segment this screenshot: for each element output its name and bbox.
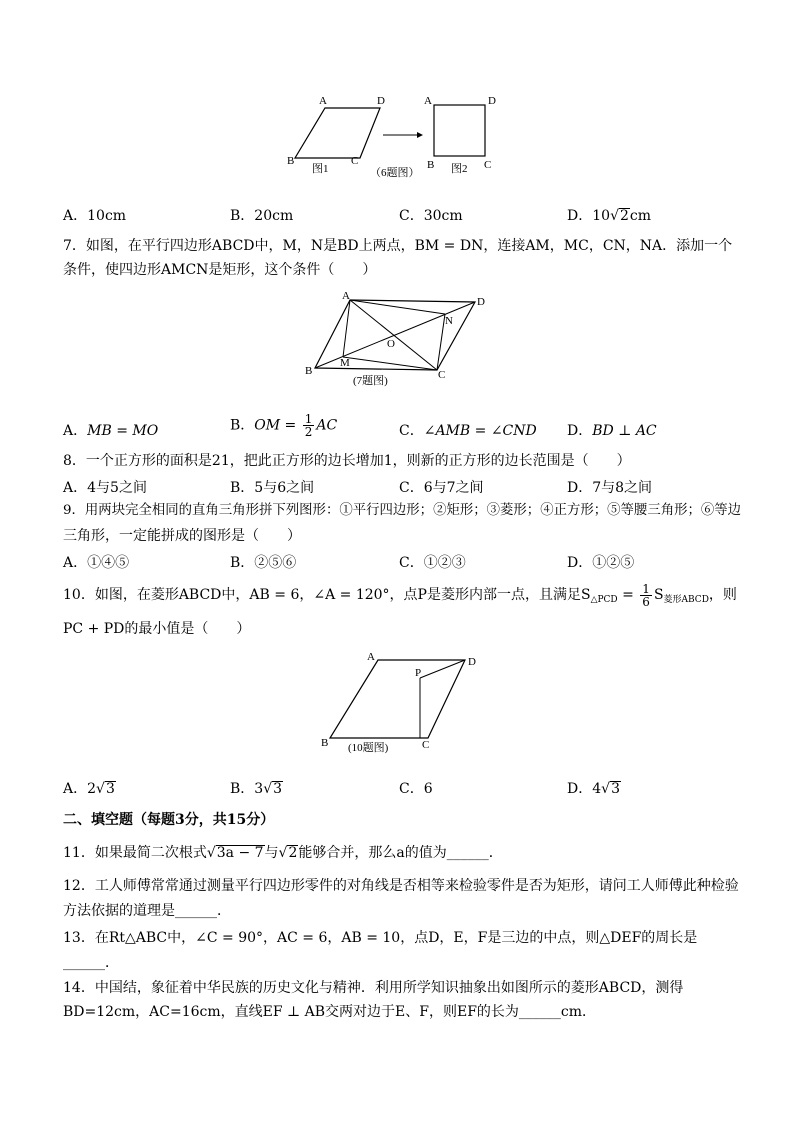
option-b: B．OM = $\frac{1}{2}$ AC xyxy=(230,412,338,439)
label-d: D xyxy=(468,656,476,668)
label-c: C xyxy=(351,155,359,167)
label-b: B xyxy=(321,737,329,749)
q14-line2: BD=12cm，AC=16cm，直线EF ⊥ AB交两对边于E、F，则EF的长为______cm． xyxy=(63,1004,597,1020)
figure-q6 xyxy=(285,90,515,180)
q6-options xyxy=(63,205,743,225)
option-d: D．BD ⊥ AC xyxy=(567,423,657,439)
figure-q7-drawing xyxy=(305,290,495,390)
fraction: $\frac{1}{2}$ xyxy=(304,412,313,439)
label-c: C xyxy=(484,159,492,171)
label-c: C xyxy=(422,739,430,751)
option-b: B．5与6之间 xyxy=(230,480,315,496)
fig6-caption: （6题图） xyxy=(370,167,420,179)
q11-line1: 11．如果最简二次根式√3a − 7与√2能够合并，那么a的值为______． xyxy=(63,845,503,861)
q9-line2: 三角形，一定能拼成的图形是（ ） xyxy=(63,528,301,544)
figure-q10-drawing xyxy=(318,648,488,760)
segment-am xyxy=(343,300,350,357)
option-a: A．2√3 xyxy=(63,781,115,797)
q9-line1: 9．用两块完全相同的直角三角形拼下列图形：①平行四边形；②矩形；③菱形；④正方形；⑤等腰三角形；⑥等边 xyxy=(63,503,742,518)
option-a: A．4与5之间 xyxy=(63,480,147,496)
parallelogram-fig1 xyxy=(295,108,380,158)
option-c: C．6与7之间 xyxy=(399,480,484,496)
q9-options xyxy=(63,552,743,572)
q10-line1: 10．如图，在菱形ABCD中，AB = 6，∠A = 120°，点P是菱形内部一点，且满足$S_{\triangle PCD}$ = $\frac{1}{6}$ $S_{菱形ABCD}$，则 xyxy=(63,581,737,609)
q7-options xyxy=(63,413,743,443)
q12-line1: 12．工人师傅常常通过测量平行四边形零件的对角线是否相等来检验零件是否为矩形，请问工人师傅此种检验 xyxy=(63,878,739,894)
q7-line2: 条件，使四边形AMCN是矩形，这个条件（ ） xyxy=(63,262,377,278)
label-a: A xyxy=(319,95,327,107)
label-b: B xyxy=(287,155,295,167)
figure-q7 xyxy=(305,290,495,390)
fig2-caption: 图2 xyxy=(451,163,468,175)
label-b: B xyxy=(305,365,313,377)
label-b: B xyxy=(427,159,435,171)
q13-line1: 13．在Rt△ABC中，∠C = 90°，AC = 6，AB = 10，点D，E，F是三边的中点，则△DEF的周长是 xyxy=(63,930,698,946)
option-a: A．①④⑤ xyxy=(63,555,130,571)
figure-q6-drawing xyxy=(285,90,515,180)
option-d: D．7与8之间 xyxy=(567,480,653,496)
option-b: B．3√3 xyxy=(230,781,283,797)
fig7-caption: (7题图) xyxy=(353,375,388,387)
label-a: A xyxy=(342,290,350,302)
label-n: N xyxy=(445,315,453,327)
fraction: $\frac{1}{6}$ xyxy=(642,581,650,609)
segment-cn xyxy=(437,314,445,370)
diagonal-bd xyxy=(315,302,475,368)
label-p: P xyxy=(415,667,422,679)
q13-line2: ______． xyxy=(63,955,119,971)
q7-line1: 7．如图，在平行四边形ABCD中，M，N是BD上两点，BM = DN，连接AM，MC，CN，NA．添加一个 xyxy=(63,238,733,254)
option-a: A．10cm xyxy=(63,208,127,224)
section-heading-fill-in: 二、填空题（每题3分，共15分） xyxy=(63,812,275,828)
label-d: D xyxy=(488,95,496,107)
label-a: A xyxy=(367,651,375,663)
fig10-caption: (10题图) xyxy=(348,742,389,754)
option-c: C．30cm xyxy=(399,208,463,224)
option-b: B．20cm xyxy=(230,208,294,224)
option-b: B．②⑤⑥ xyxy=(230,555,297,571)
label-o: O xyxy=(387,338,395,350)
label-a: A xyxy=(424,95,432,107)
rhombus-abcd xyxy=(330,660,465,738)
square-fig2 xyxy=(434,105,485,156)
option-d: D．①②⑤ xyxy=(567,555,635,571)
option-a: A．MB = MO xyxy=(63,423,159,439)
q8-line1: 8．一个正方形的面积是21，把此正方形的边长增加1，则新的正方形的边长范围是（ ） xyxy=(63,453,631,469)
label-m: M xyxy=(340,357,350,369)
option-c: C．6 xyxy=(399,781,433,797)
option-c: C．①②③ xyxy=(399,555,466,571)
fig1-caption: 图1 xyxy=(312,163,329,175)
label-c: C xyxy=(438,369,446,381)
q12-line2: 方法依据的道理是______． xyxy=(63,903,231,919)
option-d: D．4√3 xyxy=(567,781,620,797)
q10-options xyxy=(63,778,743,798)
q10-line2: PC + PD的最小值是（ ） xyxy=(63,621,251,637)
option-c: C．∠AMB = ∠CND xyxy=(399,423,537,439)
q8-options xyxy=(63,477,743,497)
label-d: D xyxy=(377,95,385,107)
label-d: D xyxy=(477,296,485,308)
figure-q10 xyxy=(318,648,488,760)
q14-line1: 14．中国结，象征着中华民族的历史文化与精神．利用所学知识抽象出如图所示的菱形ABCD，测得 xyxy=(63,980,684,996)
option-d: D．10√2cm xyxy=(567,208,652,224)
arrow-head xyxy=(417,132,423,138)
